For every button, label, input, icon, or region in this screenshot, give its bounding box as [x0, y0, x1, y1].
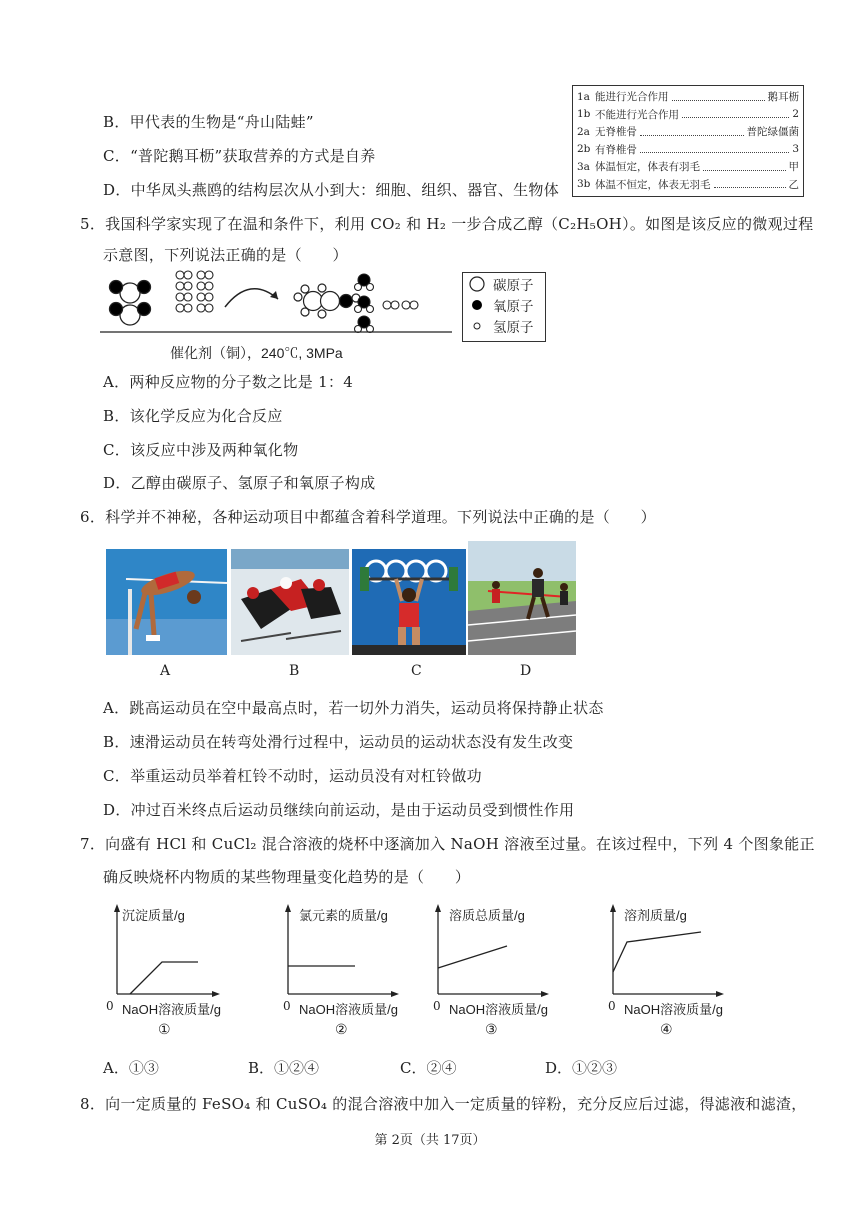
q5-option-d: D．乙醇由碳原子、氢原子和氧原子构成: [103, 474, 376, 492]
page-footer: 第 2页（共 17页）: [374, 1133, 486, 1148]
leftover-h2: [383, 301, 418, 309]
key-row: 3b 体温不恒定，体表无羽毛 乙: [577, 178, 799, 191]
graph-2-ylabel: 氯元素的质量/g: [299, 908, 388, 923]
co2-molecules: [110, 281, 151, 326]
q6-option-c: C．举重运动员举着杠铃不动时，运动员没有对杠铃做功: [103, 767, 482, 785]
graph-1-xlabel: NaOH溶液质量/g: [122, 1002, 221, 1017]
q5-option-b: B．该化学反应为化合反应: [103, 407, 283, 425]
q7-graphs: [100, 898, 723, 1043]
graph-2-number: ②: [335, 1022, 348, 1038]
key-row: 1b 不能进行光合作用 2: [577, 108, 799, 121]
graph-3-curve: [438, 946, 507, 968]
q4-option-d: D．中华凤头燕鸥的结构层次从小到大：细胞、组织、器官、生物体: [103, 181, 560, 199]
graph-2: [277, 898, 427, 1043]
graph-3-xlabel: NaOH溶液质量/g: [449, 1002, 548, 1017]
q7-stem-line2: 确反映烧杯内物质的某些物理量变化趋势的是（ ）: [103, 868, 471, 886]
graph-3-ylabel: 溶质总质量/g: [449, 908, 525, 923]
q6-stem: 6．科学并不神秘，各种运动项目中都蕴含着科学道理。下列说法中正确的是（ ）: [80, 508, 656, 526]
key-row: 3a 体温恒定，体表有羽毛 甲: [577, 160, 799, 174]
q5-option-a: A．两种反应物的分子数之比是 1：4: [103, 373, 354, 391]
q5-stem-line1: 5．我国科学家实现了在温和条件下，利用 CO₂ 和 H₂ 一步合成乙醇（C₂H₅OH）。如图是该反应的微观过程: [80, 215, 814, 233]
photo-label-c: C: [411, 663, 422, 679]
q6-option-a: A．跳高运动员在空中最高点时，若一切外力消失，运动员将保持静止状态: [103, 699, 604, 717]
sprint-photo: [468, 541, 576, 655]
graph-1-number: ①: [158, 1022, 171, 1038]
hydrogen-atom-icon: [469, 318, 485, 334]
graph-3-number: ③: [485, 1022, 498, 1038]
high-jump-photo: [106, 549, 227, 655]
legend-hydrogen: 氢原子: [463, 315, 545, 336]
oxygen-atom-icon: [469, 297, 485, 313]
graph-4-zero: 0: [608, 999, 616, 1013]
q5-option-c: C．该反应中涉及两种氧化物: [103, 441, 299, 459]
photo-label-b: B: [289, 663, 300, 679]
carbon-atom-icon: [469, 276, 485, 292]
graph-4: [602, 898, 752, 1043]
atom-legend: [462, 272, 546, 342]
photo-label-a: A: [160, 663, 171, 679]
graph-3: [427, 898, 577, 1043]
graph-3-zero: 0: [433, 999, 441, 1013]
graph-1-curve: [130, 962, 198, 994]
reaction-condition: 催化剂（铜），240℃, 3MPa: [170, 345, 343, 361]
q7-answer-c: C．②④: [400, 1059, 457, 1077]
q5-stem-line2: 示意图，下列说法正确的是（ ）: [103, 246, 348, 264]
graph-4-xlabel: NaOH溶液质量/g: [624, 1002, 723, 1017]
graph-2-zero: 0: [283, 999, 291, 1013]
q6-option-b: B．速滑运动员在转弯处滑行过程中，运动员的运动状态没有发生改变: [103, 733, 574, 751]
sport-photos: [106, 541, 576, 655]
q6-option-d: D．冲过百米终点后运动员继续向前运动，是由于运动员受到惯性作用: [103, 801, 575, 819]
speed-skating-photo: [231, 549, 349, 655]
h2-molecules: [176, 271, 213, 312]
q4-option-b: B．甲代表的生物是“舟山陆蛙”: [103, 113, 314, 131]
water-molecules: [355, 274, 374, 333]
legend-carbon: 碳原子: [463, 273, 545, 294]
key-row: 2b 有脊椎骨 3: [577, 143, 799, 156]
q7-answer-a: A．①③: [103, 1059, 159, 1077]
reaction-arrow: [225, 289, 278, 307]
photo-label-d: D: [520, 663, 532, 679]
weightlifting-photo: [352, 549, 466, 655]
graph-4-curve: [613, 932, 701, 972]
q7-answer-b: B．①②④: [248, 1059, 320, 1077]
legend-oxygen: 氧原子: [463, 294, 545, 315]
graph-1-ylabel: 沉淀质量/g: [122, 908, 185, 923]
q4-option-c: C．“普陀鹅耳枥”获取营养的方式是自养: [103, 147, 376, 165]
graph-1: [100, 898, 250, 1043]
ethanol-molecule: [294, 284, 360, 318]
dichotomous-key: [572, 85, 804, 197]
graph-2-xlabel: NaOH溶液质量/g: [299, 1002, 398, 1017]
graph-4-ylabel: 溶剂质量/g: [624, 908, 687, 923]
graph-1-zero: 0: [106, 999, 114, 1013]
q7-answer-d: D．①②③: [545, 1059, 618, 1077]
q7-stem-line1: 7．向盛有 HCl 和 CuCl₂ 混合溶液的烧杯中逐滴加入 NaOH 溶液至过量。在该过程中，下列 4 个图象能正: [80, 835, 815, 853]
key-row: 2a 无脊椎骨 普陀绿僵菌: [577, 125, 799, 139]
key-row: 1a 能进行光合作用 鹅耳枥: [577, 90, 799, 104]
graph-4-number: ④: [660, 1022, 673, 1038]
q8-stem: 8．向一定质量的 FeSO₄ 和 CuSO₄ 的混合溶液中加入一定质量的锌粉，充分反应后过滤，得滤液和滤渣，: [80, 1095, 807, 1113]
